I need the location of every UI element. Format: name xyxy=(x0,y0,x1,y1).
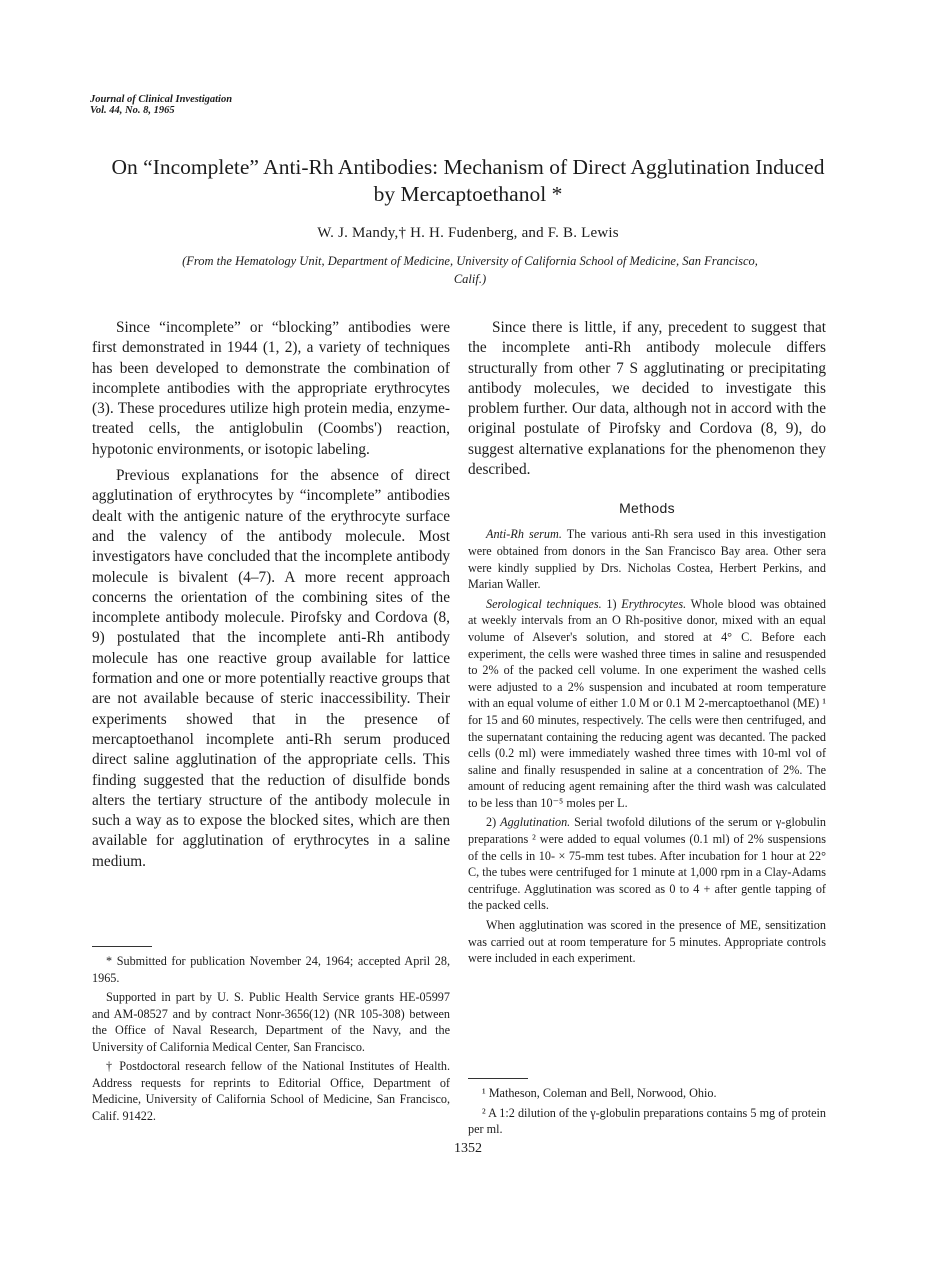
sub-number: 2) xyxy=(486,815,501,830)
left-footnotes xyxy=(92,934,450,1127)
footnote: ¹ Matheson, Coleman and Bell, Norwood, Ohio. xyxy=(482,1086,717,1100)
right-footnotes xyxy=(468,1066,826,1141)
methods-paragraph xyxy=(468,596,826,812)
paragraph-text: Whole blood was obtained at weekly intervals from an O Rh-positive donor, mixed with an equal volume of Alsever's solution, and stored at 4° C. Before each experiment, the cells were washed three times in saline and resuspended to 2% of the packed cell volume. In one experiment the washed cells were adjusted to a 2% suspension and incubated at room temperature with an equal volume of either 1.0 M or 0.1 M 2-mercaptoethanol (ME) ¹ for 15 and 60 minutes, respectively. The cells were then centrifuged, and the supernatant containing the reducing agent was decanted. The packed cells (0.2 ml) were immediately washed three times with 10-ml vol of saline and finally resuspended in saline at a concentration of 2%. The amount of reducing agent remaining after the third wash was calculated to be less than 10⁻⁵ moles per L. xyxy=(468,596,827,810)
journal-citation xyxy=(90,94,232,116)
paragraph-text: The various anti-Rh sera used in this investigation were obtained from donors in the San Francisco Bay area. Other sera were kindly supplied by Drs. Nicholas Costea, Herbert Perkins, and Marian Waller. xyxy=(468,527,827,592)
sub-number: 1) xyxy=(601,596,622,611)
article-title: On “Incomplete” Anti-Rh Antibodies: Mechanism of Direct Agglutination Induced by Mercaptoethanol * xyxy=(111,155,825,206)
right-column xyxy=(468,318,826,970)
body-paragraph: Since “incomplete” or “blocking” antibodies were first demonstrated in 1944 (1, 2), a variety of techniques has been developed to demonstrate the combination of incomplete antibodies with the appropriate erythrocytes (3). These procedures utilize high protein media, enzyme-treated cells, the antiglobulin (Coombs') reaction, hypotonic environments, or isotopic labeling. xyxy=(92,319,450,458)
paragraph-text: Serial twofold dilutions of the serum or γ-globulin preparations ² were added to equal volumes (0.1 ml) of 2% suspensions of the cells in 10- × 75-mm test tubes. After incubation for 1 hour at 22° C, the tubes were centrifuged for 1 minute at 1,000 rpm in a Clay-Adams centrifuge. Agglutination was scored as 0 to 4 + after gentle tapping of the packed cells. xyxy=(468,815,826,913)
article-authors: W. J. Mandy,† H. H. Fudenberg, and F. B. Lewis xyxy=(317,225,619,241)
journal-name: Journal of Clinical Investigation xyxy=(90,94,233,105)
paragraph-label: Anti-Rh serum. xyxy=(486,527,562,542)
paragraph-label: Serological techniques. xyxy=(486,596,602,611)
methods-paragraph: When agglutination was scored in the presence of ME, sensitization was carried out at room temperature for 5 minutes. Appropriate controls were included in each experiment. xyxy=(468,918,826,966)
body-paragraph: Previous explanations for the absence of direct agglutination of erythrocytes by “incomplete” antibodies dealt with the antigenic nature of the erythrocyte surface and the valency of the antibody molecule. Most investigators have concluded that the incomplete antibody molecule is bivalent (4–7). A more recent approach concerns the orientation of the combining sites of the incomplete antibody molecule. Pirofsky and Cordova (8, 9) postulated that the incomplete anti-Rh antibody molecule has one reactive group available for lattice formation and one or more potentially reactive groups that are not available because of steric inaccessibility. Their experiments showed that in the presence of mercaptoethanol incomplete anti-Rh serum produced direct saline agglutination of the appropriate cells. This finding suggested that the reduction of disulfide bonds alters the tertiary structure of the antibody molecule in such a way as to expose the blocked sites, which are then available for agglutination of erythrocytes in a saline medium. xyxy=(92,467,450,870)
journal-volume: Vol. 44, No. 8, 1965 xyxy=(90,105,175,116)
methods-heading: Methods xyxy=(619,500,675,517)
left-column xyxy=(92,318,450,878)
footnote: * Submitted for publication November 24, 1964; accepted April 28, 1965. xyxy=(92,954,450,985)
article-affiliation: (From the Hematology Unit, Department of Medicine, University of California School of Medicine, San Francisco, Calif.) xyxy=(182,254,758,286)
footnote-divider xyxy=(92,946,152,947)
methods-paragraph xyxy=(468,526,826,592)
footnote-divider xyxy=(468,1078,528,1079)
footnote: ² A 1:2 dilution of the γ-globulin preparations contains 5 mg of protein per ml. xyxy=(468,1105,826,1136)
footnote: Supported in part by U. S. Public Health Service grants HE-05997 and AM-08527 and by contract Nonr-3656(12) (NR 105-308) between the Office of Naval Research, Department of the Navy, and the University of California Medical Center, San Francisco. xyxy=(92,990,450,1054)
methods-paragraph xyxy=(468,814,826,914)
sub-label: Agglutination. xyxy=(500,815,571,830)
sub-label: Erythrocytes. xyxy=(621,596,687,611)
page-number: 1352 xyxy=(454,1141,482,1156)
body-paragraph: Since there is little, if any, precedent to suggest that the incomplete anti-Rh antibody molecule differs structurally from other 7 S agglutinating or precipitating antibody molecules, we decided to investigate this problem further. Our data, although not in accord with the original postulate of Pirofsky and Cordova (8, 9), do suggest alternative explanations for the phenomenon they described. xyxy=(468,319,826,479)
footnote: † Postdoctoral research fellow of the National Institutes of Health. Address requests for reprints to Editorial Office, Department of Medicine, University of California School of Medicine, San Francisco, Calif. 91422. xyxy=(92,1059,450,1123)
